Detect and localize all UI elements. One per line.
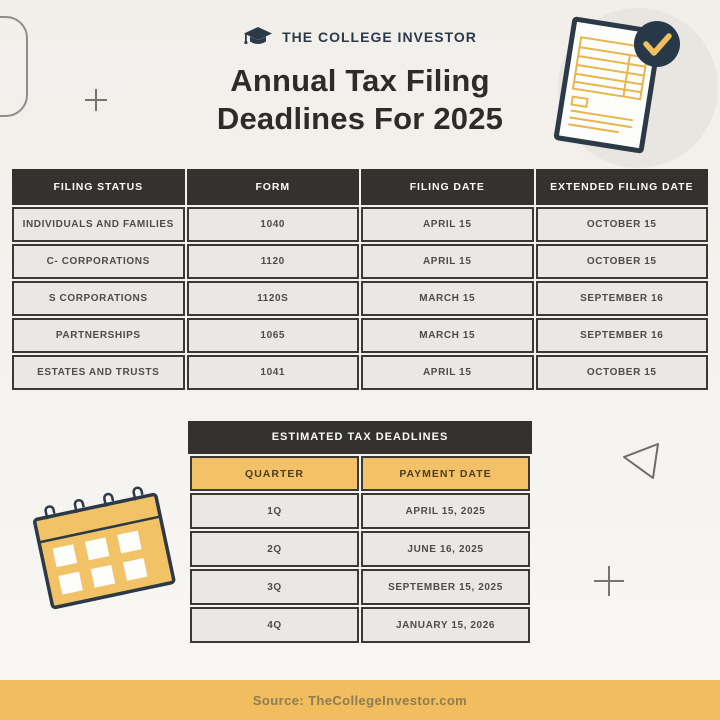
calendar-icon — [14, 478, 194, 618]
header-form: FORM — [187, 169, 360, 205]
table-cell: S CORPORATIONS — [12, 281, 185, 316]
table-row — [12, 281, 708, 316]
source-text: Source: TheCollegeInvestor.com — [252, 692, 468, 708]
page-title-line2: Deadlines For 2025 — [216, 101, 504, 136]
header-filing-status: FILING STATUS — [12, 169, 185, 205]
filing-deadlines-table — [10, 167, 710, 392]
table-cell: MARCH 15 — [361, 281, 534, 316]
table-cell: JANUARY 15, 2026 — [361, 607, 530, 643]
table-cell: OCTOBER 15 — [536, 207, 709, 242]
table-cell: APRIL 15, 2025 — [361, 493, 530, 529]
table-cell: 1Q — [190, 493, 359, 529]
table-row — [190, 569, 530, 605]
table-cell: 1041 — [187, 355, 360, 390]
table-cell: SEPTEMBER 16 — [536, 281, 709, 316]
table-cell: 1040 — [187, 207, 360, 242]
header-payment-date: PAYMENT DATE — [361, 456, 530, 491]
page-title-line1: Annual Tax Filing — [230, 63, 490, 98]
table-row — [190, 607, 530, 643]
table-cell: INDIVIDUALS AND FAMILIES — [12, 207, 185, 242]
table-row — [12, 244, 708, 279]
table-cell: APRIL 15 — [361, 355, 534, 390]
table-cell: MARCH 15 — [361, 318, 534, 353]
table-row — [190, 493, 530, 529]
table-cell: 1065 — [187, 318, 360, 353]
table-cell: 3Q — [190, 569, 359, 605]
table-cell: C- CORPORATIONS — [12, 244, 185, 279]
table-cell: 1120 — [187, 244, 360, 279]
estimated-tax-table — [188, 454, 532, 645]
table-cell: OCTOBER 15 — [536, 355, 709, 390]
table-cell: 2Q — [190, 531, 359, 567]
table-row — [12, 207, 708, 242]
table-cell: OCTOBER 15 — [536, 244, 709, 279]
brand-name: THE COLLEGE INVESTOR — [282, 29, 477, 45]
table-header-row — [12, 169, 708, 205]
plus-icon — [594, 566, 624, 596]
table-header-row — [190, 456, 530, 491]
table-cell: 4Q — [190, 607, 359, 643]
triangle-icon — [616, 437, 664, 485]
table-cell: SEPTEMBER 15, 2025 — [361, 569, 530, 605]
header-quarter: QUARTER — [190, 456, 359, 491]
table-cell: PARTNERSHIPS — [12, 318, 185, 353]
table-cell: 1120S — [187, 281, 360, 316]
tax-form-with-checkmark-icon — [548, 4, 720, 168]
header-extended-filing-date: EXTENDED FILING DATE — [536, 169, 709, 205]
estimated-tax-section — [188, 421, 532, 645]
graduation-cap-icon — [243, 25, 273, 49]
table-cell: SEPTEMBER 16 — [536, 318, 709, 353]
table-row — [12, 355, 708, 390]
table-cell: APRIL 15 — [361, 207, 534, 242]
table-row — [190, 531, 530, 567]
estimated-tax-title: ESTIMATED TAX DEADLINES — [188, 421, 532, 454]
table-row — [12, 318, 708, 353]
table-cell: ESTATES AND TRUSTS — [12, 355, 185, 390]
header-filing-date: FILING DATE — [361, 169, 534, 205]
source-footer — [0, 680, 720, 720]
table-cell: JUNE 16, 2025 — [361, 531, 530, 567]
table-cell: APRIL 15 — [361, 244, 534, 279]
